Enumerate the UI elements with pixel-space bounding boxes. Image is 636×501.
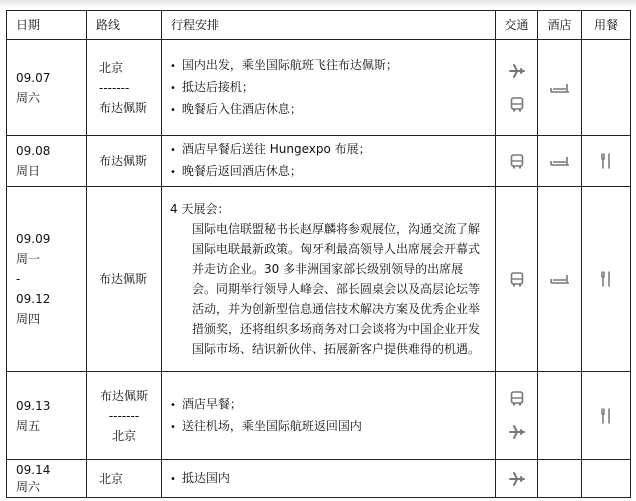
bullet: • <box>170 399 176 411</box>
header-meal: 用餐 <box>582 11 631 40</box>
plan-cell <box>162 187 496 372</box>
date-cell <box>7 136 87 187</box>
route-text: 北京 <box>99 471 124 486</box>
date-text: 09.07 <box>16 70 51 85</box>
plan-cell <box>162 372 496 460</box>
route-cell <box>87 40 162 136</box>
route-cell <box>87 187 162 372</box>
transport-cell <box>496 460 538 498</box>
date-text: 09.13 <box>16 398 51 413</box>
list-item <box>170 394 487 416</box>
weekday-text: 周四 <box>16 312 41 326</box>
list-item <box>170 139 487 161</box>
table-row <box>7 136 631 187</box>
bed-icon <box>550 82 570 94</box>
date-text: 09.12 <box>16 292 51 306</box>
date-cell <box>7 372 87 460</box>
weekday-text: 周五 <box>16 418 41 433</box>
route-separator: ------- <box>99 80 130 95</box>
list-item <box>170 77 487 99</box>
bus-icon <box>510 272 524 287</box>
bus-icon <box>510 391 524 406</box>
meal-cell <box>582 136 631 187</box>
weekday-text: 周六 <box>16 90 41 105</box>
meal-cell <box>582 187 631 372</box>
hotel-cell <box>538 187 582 372</box>
bus-icon <box>510 97 524 112</box>
bullet: • <box>170 167 176 178</box>
list-item <box>170 468 487 490</box>
route-cell <box>87 460 162 498</box>
meal-cell <box>582 40 631 136</box>
plan-paragraph: 国际电信联盟秘书长赵厚麟将参观展位，沟通交流了解国际电联最新政策。匈牙利最高领导人出席展会开幕式并走访企业。30 多非洲国家部长级别领导的出席展会。同期举行领导人峰会、部长圆桌会以及高层论坛等活动，并为创新型信息通信技术解决方案及优秀企业举措颁奖，还将组织多场商务对口会谈将为中国企业开发国际市场、结识新伙伴、拓展新客户提供难得的机遇。 <box>192 221 481 356</box>
hotel-cell <box>538 460 582 498</box>
transport-cell <box>496 40 538 136</box>
hotel-cell <box>538 136 582 187</box>
plan-cell <box>162 136 496 187</box>
plane-icon <box>509 63 525 79</box>
plan-item-text: 送往机场，乘坐国际航班返回国内 <box>181 418 362 433</box>
transport-cell <box>496 187 538 372</box>
plan-item-text: 国内出发，乘坐国际航班飞往布达佩斯； <box>181 57 398 72</box>
header-plan: 行程安排 <box>162 11 496 40</box>
bed-icon <box>550 273 570 285</box>
route-to: 北京 <box>111 428 136 443</box>
bullet: • <box>170 82 176 94</box>
cutlery-icon <box>600 271 612 287</box>
list-item <box>170 416 487 438</box>
route-text: 布达佩斯 <box>99 272 148 286</box>
table-row <box>7 187 631 372</box>
plan-item-text: 抵达后接机； <box>181 79 254 94</box>
header-row <box>7 11 631 40</box>
route-from: 北京 <box>99 60 124 75</box>
bed-icon <box>550 155 570 167</box>
table-row <box>7 460 631 498</box>
plan-intro: 4 天展会： <box>170 201 230 216</box>
meal-cell <box>582 460 631 498</box>
weekday-text: 周一 <box>16 252 41 266</box>
header-transport: 交通 <box>496 11 538 40</box>
date-cell <box>7 460 87 498</box>
date-cell <box>7 187 87 372</box>
table-row <box>7 40 631 136</box>
route-cell <box>87 372 162 460</box>
plane-icon <box>509 424 525 440</box>
cutlery-icon <box>600 153 612 169</box>
meal-cell <box>582 372 631 460</box>
date-text: 09.14 <box>16 462 51 477</box>
route-to: 布达佩斯 <box>99 100 148 115</box>
table-row <box>7 372 631 460</box>
plan-item-text: 晚餐后返回酒店休息； <box>181 164 302 178</box>
bus-icon <box>510 154 524 169</box>
list-item <box>170 161 487 183</box>
plan-item-text: 酒店早餐后送往 Hungexpo 布展； <box>181 142 371 156</box>
itinerary-table <box>6 10 631 498</box>
weekday-text: 周六 <box>16 479 41 494</box>
route-text: 布达佩斯 <box>99 154 148 168</box>
hotel-cell <box>538 40 582 136</box>
bullet: • <box>170 60 176 72</box>
list-item <box>170 55 487 77</box>
route-separator: ------- <box>108 408 140 423</box>
date-cell <box>7 40 87 136</box>
route-cell <box>87 136 162 187</box>
weekday-text: 周日 <box>16 164 41 178</box>
header-date: 日期 <box>7 11 87 40</box>
plan-item-text: 晚餐后入住酒店休息； <box>181 101 302 116</box>
bullet: • <box>170 421 176 433</box>
route-from: 布达佩斯 <box>99 388 148 403</box>
bullet: • <box>170 145 176 156</box>
date-range-dash: - <box>16 272 21 286</box>
plan-cell <box>162 40 496 136</box>
transport-cell <box>496 136 538 187</box>
plan-item-text: 酒店早餐； <box>181 396 242 411</box>
header-hotel: 酒店 <box>538 11 582 40</box>
header-route: 路线 <box>87 11 162 40</box>
hotel-cell <box>538 372 582 460</box>
bullet: • <box>170 104 176 116</box>
transport-cell <box>496 372 538 460</box>
date-text: 09.08 <box>16 144 51 158</box>
cutlery-icon <box>600 408 612 424</box>
plan-item-text: 抵达国内 <box>181 470 230 485</box>
bullet: • <box>170 473 176 485</box>
plane-icon <box>509 471 525 487</box>
date-text: 09.09 <box>16 232 51 246</box>
top-strip <box>0 0 636 8</box>
list-item <box>170 99 487 121</box>
plan-cell <box>162 460 496 498</box>
